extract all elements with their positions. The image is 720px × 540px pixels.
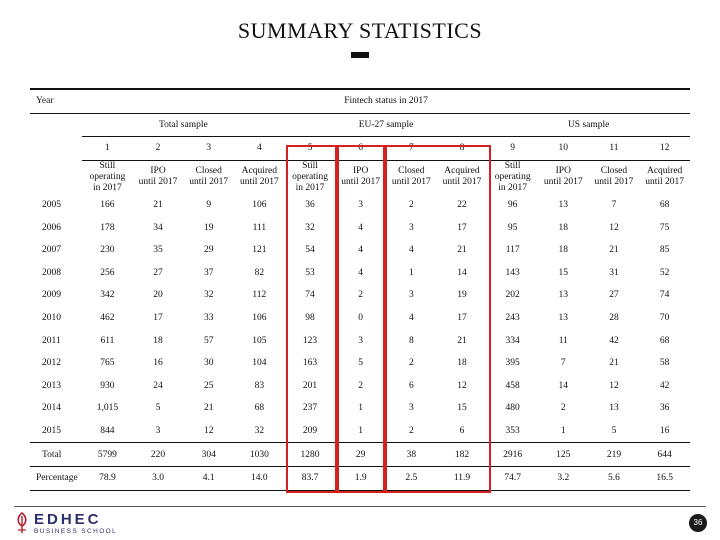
year-header: Year xyxy=(30,89,82,113)
table-cell: 304 xyxy=(183,443,234,467)
table-cell: 1 xyxy=(358,403,364,414)
table-cell: 5 xyxy=(358,358,364,369)
table-cell: 220 xyxy=(133,443,184,467)
logo-name: EDHEC xyxy=(34,511,102,528)
table-cell: 14 xyxy=(558,380,569,391)
table-cell: 17 xyxy=(153,313,163,324)
column-description xyxy=(639,160,690,194)
table-cell: 5.6 xyxy=(589,466,640,490)
table-cell: 12 xyxy=(609,380,619,391)
table-cell: 28 xyxy=(609,313,619,324)
table-cell: 121 xyxy=(252,245,267,256)
table-cell: 201 xyxy=(302,380,318,391)
table-cell: 83 xyxy=(254,380,265,391)
column-number: 6 xyxy=(335,137,386,161)
table-cell: 21 xyxy=(457,335,467,346)
table-cell: 12 xyxy=(203,426,214,437)
table-cell: 644 xyxy=(639,443,690,467)
table-cell: 54 xyxy=(305,245,315,256)
table-cell: 29 xyxy=(203,245,214,256)
table-cell: 18 xyxy=(558,245,569,256)
column-number: 8 xyxy=(437,137,488,161)
description-line: Closed xyxy=(600,166,628,177)
group-us-sample: US sample xyxy=(487,113,690,137)
description-line: until 2017 xyxy=(391,177,431,188)
table-cell: 16 xyxy=(153,358,163,369)
column-number: 10 xyxy=(538,137,589,161)
total-row-label: Total xyxy=(30,443,82,467)
table-cell: 96 xyxy=(507,200,518,211)
table-cell: 395 xyxy=(505,358,520,369)
table-cell: 844 xyxy=(100,426,115,437)
table-cell: 20 xyxy=(153,290,163,301)
description-line: IPO xyxy=(150,166,166,177)
table-cell: 112 xyxy=(252,290,267,301)
table-cell: 2 xyxy=(358,380,364,391)
table-cell: 2 xyxy=(408,358,414,369)
table-cell: 930 xyxy=(100,380,115,391)
table-cell: 334 xyxy=(505,335,520,346)
table-cell: 4 xyxy=(358,267,364,278)
table-cell: 32 xyxy=(305,222,315,233)
description-line: IPO xyxy=(555,166,571,177)
description-line: operating xyxy=(292,171,328,182)
table-cell: 123 xyxy=(302,335,318,346)
table-cell: 16 xyxy=(659,426,670,437)
table-cell: 27 xyxy=(153,267,163,278)
table-cell: 462 xyxy=(100,313,115,324)
description-line: until 2017 xyxy=(239,177,279,188)
table-cell: 21 xyxy=(609,358,619,369)
percentage-row-label: Percentage xyxy=(30,466,82,490)
table-cell: 4 xyxy=(408,313,414,324)
description-line: Still xyxy=(99,160,116,171)
table-cell: 342 xyxy=(100,290,115,301)
empty-cell xyxy=(30,137,82,161)
empty-cell xyxy=(30,160,82,194)
table-cell: 36 xyxy=(305,200,315,211)
table-cell: 178 xyxy=(100,222,115,233)
column-number: 12 xyxy=(639,137,690,161)
highlight-box-eu-ipo xyxy=(337,145,385,493)
table-cell: 82 xyxy=(254,267,265,278)
year-cell: 2006 xyxy=(42,222,61,233)
slide-title: SUMMARY STATISTICS xyxy=(237,18,483,43)
highlight-box-eu-closed-acquired xyxy=(385,145,491,493)
column-number: 1 xyxy=(82,137,133,161)
table-cell: 8 xyxy=(408,335,414,346)
table-cell: 13 xyxy=(558,313,569,324)
table-cell: 9 xyxy=(206,200,212,211)
table-cell: 31 xyxy=(609,267,619,278)
table-cell: 27 xyxy=(609,290,619,301)
column-description xyxy=(487,160,538,194)
year-cell: 2010 xyxy=(42,313,61,324)
table-cell: 5799 xyxy=(82,443,133,467)
column-description xyxy=(82,160,133,194)
group-header-row xyxy=(30,113,690,137)
table-cell: 256 xyxy=(100,267,115,278)
status-header: Fintech status in 2017 xyxy=(82,89,690,113)
table-cell: 1030 xyxy=(234,443,285,467)
table-cell: 3.0 xyxy=(133,466,184,490)
table-cell: 57 xyxy=(203,335,214,346)
table-cell: 0 xyxy=(358,313,364,324)
table-cell: 219 xyxy=(589,443,640,467)
table-cell: 2 xyxy=(408,426,414,437)
table-cell: 4.1 xyxy=(183,466,234,490)
table-cell: 95 xyxy=(507,222,518,233)
table-cell: 12 xyxy=(609,222,619,233)
table-cell: 16.5 xyxy=(639,466,690,490)
table-cell: 52 xyxy=(659,267,670,278)
table-cell: 3.2 xyxy=(538,466,589,490)
year-cell: 2008 xyxy=(42,267,61,278)
table-cell: 111 xyxy=(252,222,267,233)
table-cell: 237 xyxy=(302,403,318,414)
table-cell: 35 xyxy=(153,245,163,256)
table-cell: 106 xyxy=(252,313,267,324)
edhec-logo xyxy=(14,512,134,536)
page-number-badge: 36 xyxy=(689,514,707,532)
description-line: operating xyxy=(89,171,126,182)
description-line: in 2017 xyxy=(498,182,528,193)
table-cell: 36 xyxy=(659,403,670,414)
table-cell: 98 xyxy=(305,313,315,324)
description-line: until 2017 xyxy=(189,177,229,188)
table-cell: 3 xyxy=(408,222,414,233)
table-cell: 1 xyxy=(408,267,414,278)
table-cell: 1280 xyxy=(285,443,336,467)
description-line: Acquired xyxy=(444,166,480,177)
table-cell: 166 xyxy=(100,200,115,211)
table-cell: 74.7 xyxy=(487,466,538,490)
table-cell: 14.0 xyxy=(234,466,285,490)
table-cell: 21 xyxy=(153,200,163,211)
table-cell: 22 xyxy=(457,200,467,211)
table-cell: 13 xyxy=(558,290,569,301)
table-cell: 19 xyxy=(457,290,467,301)
table-cell: 1.9 xyxy=(335,466,386,490)
column-description xyxy=(234,160,285,194)
table-cell: 85 xyxy=(659,245,670,256)
table-cell: 106 xyxy=(252,200,267,211)
table-cell: 611 xyxy=(100,335,115,346)
table-cell: 68 xyxy=(659,335,670,346)
table-cell: 458 xyxy=(505,380,520,391)
table-cell: 4 xyxy=(358,222,364,233)
table-cell: 18 xyxy=(558,222,569,233)
table-cell: 68 xyxy=(254,403,265,414)
table-cell: 105 xyxy=(252,335,267,346)
table-cell: 202 xyxy=(505,290,520,301)
table-cell: 163 xyxy=(302,358,318,369)
table-cell: 125 xyxy=(538,443,589,467)
description-line: until 2017 xyxy=(138,177,178,188)
table-cell: 2916 xyxy=(487,443,538,467)
table-cell: 25 xyxy=(203,380,214,391)
description-line: until 2017 xyxy=(594,177,634,188)
table-cell: 11.9 xyxy=(437,466,488,490)
table-cell: 3 xyxy=(358,200,364,211)
description-line: until 2017 xyxy=(442,177,482,188)
table-cell: 6 xyxy=(459,426,465,437)
description-line: in 2017 xyxy=(93,182,122,193)
table-cell: 13 xyxy=(558,200,569,211)
table-cell: 21 xyxy=(457,245,467,256)
table-cell: 74 xyxy=(659,290,670,301)
table-cell: 38 xyxy=(386,443,437,467)
table-cell: 209 xyxy=(302,426,318,437)
table-cell: 12 xyxy=(457,380,467,391)
table-cell: 480 xyxy=(505,403,520,414)
highlight-box-eu-still-operating xyxy=(286,145,337,493)
table-cell: 30 xyxy=(203,358,214,369)
year-cell: 2011 xyxy=(42,335,61,346)
year-cell: 2014 xyxy=(42,403,61,414)
table-cell: 7 xyxy=(560,358,566,369)
table-cell: 21 xyxy=(609,245,619,256)
table-cell: 24 xyxy=(153,380,163,391)
table-cell: 3 xyxy=(358,335,364,346)
year-cell: 2005 xyxy=(42,200,61,211)
description-line: Acquired xyxy=(241,166,278,177)
year-cell: 2009 xyxy=(42,290,61,301)
column-number: 4 xyxy=(234,137,285,161)
table-cell: 1 xyxy=(358,426,364,437)
year-cell: 2013 xyxy=(42,380,61,391)
table-cell: 74 xyxy=(305,290,315,301)
table-cell: 117 xyxy=(505,245,520,256)
table-cell: 15 xyxy=(457,403,467,414)
column-number: 5 xyxy=(285,137,336,161)
description-line: until 2017 xyxy=(543,177,583,188)
table-cell: 3 xyxy=(408,403,414,414)
column-number: 7 xyxy=(386,137,437,161)
table-cell: 104 xyxy=(252,358,267,369)
table-cell: 33 xyxy=(203,313,214,324)
table-cell: 70 xyxy=(659,313,670,324)
column-number: 3 xyxy=(183,137,234,161)
description-line: Still xyxy=(302,160,318,171)
table-cell: 4 xyxy=(408,245,414,256)
table-cell: 42 xyxy=(609,335,619,346)
description-line: operating xyxy=(494,171,531,182)
column-description xyxy=(538,160,589,194)
group-total-sample: Total sample xyxy=(82,113,285,137)
table-cell: 78.9 xyxy=(82,466,133,490)
column-description xyxy=(133,160,184,194)
table-cell: 6 xyxy=(408,380,414,391)
year-cell: 2012 xyxy=(42,358,61,369)
table-cell: 2 xyxy=(408,200,414,211)
table-cell: 2.5 xyxy=(386,466,437,490)
table-cell: 143 xyxy=(505,267,520,278)
table-cell: 19 xyxy=(203,222,214,233)
table-cell: 243 xyxy=(505,313,520,324)
table-cell: 83.7 xyxy=(285,466,336,490)
description-line: Closed xyxy=(195,166,222,177)
footer-divider xyxy=(14,506,706,507)
column-number: 2 xyxy=(133,137,184,161)
table-cell: 182 xyxy=(437,443,488,467)
table-cell: 17 xyxy=(457,313,467,324)
table-cell: 17 xyxy=(457,222,467,233)
table-cell: 5 xyxy=(155,403,161,414)
description-line: in 2017 xyxy=(295,182,325,193)
table-cell: 2 xyxy=(560,403,566,414)
year-cell: 2015 xyxy=(42,426,61,437)
table-cell: 18 xyxy=(153,335,163,346)
table-cell: 2 xyxy=(358,290,364,301)
description-line: Still xyxy=(504,160,521,171)
description-line: Closed xyxy=(398,166,425,177)
table-cell: 53 xyxy=(305,267,315,278)
description-line: IPO xyxy=(353,166,369,177)
table-cell: 75 xyxy=(659,222,670,233)
table-cell: 353 xyxy=(505,426,520,437)
table-cell: 11 xyxy=(558,335,568,346)
edhec-emblem-icon xyxy=(14,512,30,534)
logo-subtitle: BUSINESS SCHOOL xyxy=(34,528,118,535)
description-line: Acquired xyxy=(646,166,683,177)
description-line: until 2017 xyxy=(645,177,685,188)
table-cell: 42 xyxy=(659,380,670,391)
column-number: 9 xyxy=(487,137,538,161)
year-cell: 2007 xyxy=(42,245,61,256)
column-description xyxy=(183,160,234,194)
table-cell: 15 xyxy=(558,267,569,278)
table-cell: 32 xyxy=(203,290,214,301)
table-cell: 32 xyxy=(254,426,265,437)
table-cell: 5 xyxy=(611,426,617,437)
table-cell: 37 xyxy=(203,267,214,278)
table-cell: 3 xyxy=(408,290,414,301)
column-description xyxy=(589,160,640,194)
table-cell: 1,015 xyxy=(96,403,119,414)
table-cell: 68 xyxy=(659,200,670,211)
table-header-row xyxy=(30,89,690,113)
column-number: 11 xyxy=(589,137,640,161)
table-cell: 18 xyxy=(457,358,467,369)
table-cell: 765 xyxy=(100,358,115,369)
group-eu27-sample: EU-27 sample xyxy=(285,113,488,137)
table-cell: 230 xyxy=(100,245,115,256)
table-cell: 14 xyxy=(457,267,467,278)
table-cell: 34 xyxy=(153,222,163,233)
description-line: until 2017 xyxy=(341,177,381,188)
table-cell: 3 xyxy=(155,426,161,437)
table-cell: 1 xyxy=(560,426,566,437)
title-underline-bar xyxy=(351,52,369,58)
table-cell: 58 xyxy=(659,358,670,369)
table-cell: 13 xyxy=(609,403,619,414)
table-cell: 21 xyxy=(203,403,214,414)
table-cell: 7 xyxy=(611,200,617,211)
table-cell: 29 xyxy=(335,443,386,467)
table-cell: 4 xyxy=(358,245,364,256)
